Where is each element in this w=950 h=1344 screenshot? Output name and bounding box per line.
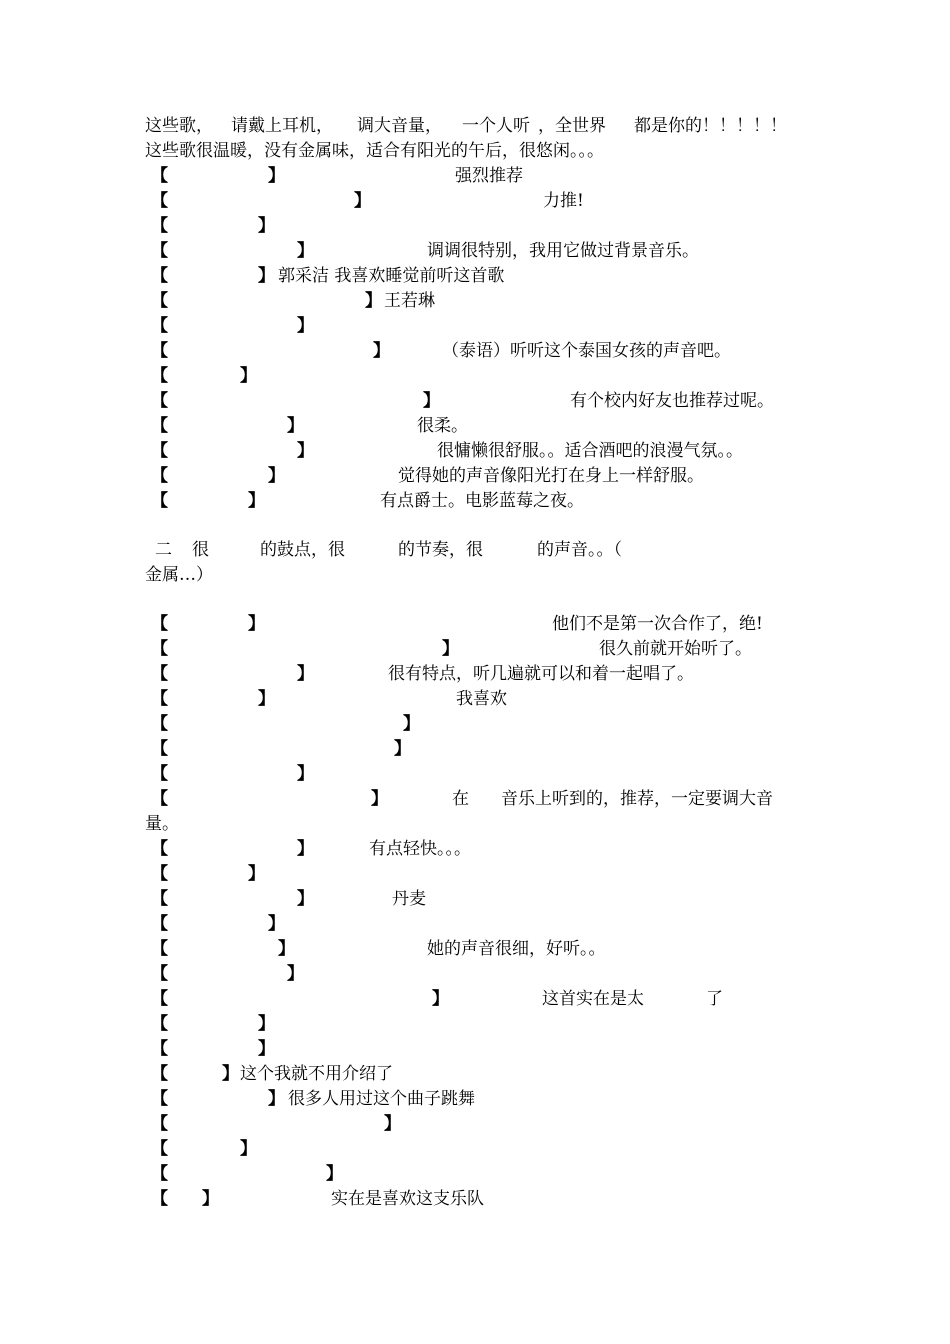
- bracket-close: 】: [297, 316, 314, 336]
- intro-text: 这些歌，: [145, 116, 213, 136]
- item-comment: 这首实在是太: [542, 989, 644, 1009]
- list-item: [0, 489, 950, 514]
- bracket-close: 】: [268, 466, 285, 486]
- bracket-close: 】: [248, 864, 265, 884]
- intro-text: 调大音量，: [357, 116, 442, 136]
- intro-text: 请戴上耳机，: [231, 116, 333, 136]
- bracket-close: 】: [268, 166, 285, 186]
- item-comment: 了: [706, 989, 723, 1009]
- bracket-close: 】: [297, 241, 314, 261]
- bracket-open: 【: [151, 1039, 168, 1059]
- bracket-open: 【: [151, 1139, 168, 1159]
- item-comment: 力推!: [543, 191, 584, 211]
- bracket-close: 】: [423, 391, 440, 411]
- list-item-continued: [0, 812, 950, 837]
- list-item: [0, 787, 950, 812]
- bracket-close: 】: [258, 266, 275, 286]
- intro-line-1: [0, 114, 950, 139]
- bracket-open: 【: [151, 216, 168, 236]
- item-comment: 有点爵士。电影蓝莓之夜。: [380, 491, 584, 511]
- item-comment: 很多人用过这个曲子跳舞: [288, 1089, 475, 1109]
- list-item: [0, 1112, 950, 1137]
- bracket-close: 】: [287, 416, 304, 436]
- bracket-close: 】: [258, 1039, 275, 1059]
- item-comment: 我喜欢: [456, 689, 507, 709]
- bracket-close: 】: [297, 889, 314, 909]
- bracket-close: 】: [268, 914, 285, 934]
- list-item: [0, 637, 950, 662]
- bracket-open: 【: [151, 964, 168, 984]
- bracket-close: 】: [240, 1139, 257, 1159]
- bracket-open: 【: [151, 1164, 168, 1184]
- item-comment: 她的声音很细，好听。。: [427, 939, 606, 959]
- bracket-open: 【: [151, 466, 168, 486]
- list-item: [0, 962, 950, 987]
- bracket-close: 】: [384, 1114, 401, 1134]
- section-heading: [0, 538, 950, 563]
- bracket-open: 【: [151, 714, 168, 734]
- bracket-open: 【: [151, 266, 168, 286]
- item-comment: 有点轻快。。。: [369, 839, 471, 859]
- list-item: [0, 887, 950, 912]
- item-comment: 强烈推荐: [455, 166, 523, 186]
- intro-text: 一个人听: [462, 116, 530, 136]
- item-comment: 王若琳: [384, 291, 435, 311]
- list-item: [0, 239, 950, 264]
- bracket-close: 】: [297, 664, 314, 684]
- heading-text: 二: [155, 540, 172, 560]
- bracket-close: 】: [371, 789, 388, 809]
- bracket-open: 【: [151, 1064, 168, 1084]
- item-comment: 很慵懒很舒服。。适合酒吧的浪漫气氛。。: [437, 441, 743, 461]
- item-comment: 郭采洁 我喜欢睡觉前听这首歌: [278, 266, 505, 286]
- heading-text: 很: [192, 540, 209, 560]
- list-item: [0, 737, 950, 762]
- bracket-open: 【: [151, 689, 168, 709]
- bracket-open: 【: [151, 166, 168, 186]
- item-comment: 很有特点，听几遍就可以和着一起唱了。: [388, 664, 694, 684]
- list-item: [0, 837, 950, 862]
- item-comment: 音乐上听到的，推荐，一定要调大音: [501, 789, 773, 809]
- heading-text: 的节奏，很: [398, 540, 483, 560]
- list-item: [0, 1037, 950, 1062]
- bracket-close: 】: [258, 1014, 275, 1034]
- item-comment: 在: [452, 789, 469, 809]
- bracket-close: 】: [202, 1189, 219, 1209]
- list-item: [0, 1012, 950, 1037]
- list-item: [0, 1137, 950, 1162]
- bracket-open: 【: [151, 191, 168, 211]
- bracket-open: 【: [151, 789, 168, 809]
- bracket-close: 】: [240, 366, 257, 386]
- bracket-open: 【: [151, 989, 168, 1009]
- list-item: [0, 314, 950, 339]
- bracket-close: 】: [442, 639, 459, 659]
- heading-text: 金属…）: [145, 565, 213, 585]
- list-item: [0, 364, 950, 389]
- list-item: [0, 464, 950, 489]
- intro-text: ，全世界: [538, 116, 606, 136]
- bracket-open: 【: [151, 664, 168, 684]
- heading-text: 的鼓点，很: [260, 540, 345, 560]
- list-item: [0, 189, 950, 214]
- list-item: [0, 439, 950, 464]
- list-item: [0, 414, 950, 439]
- item-comment: 很柔。: [417, 416, 468, 436]
- list-item: [0, 987, 950, 1012]
- item-comment: 量。: [145, 814, 179, 834]
- list-item: [0, 662, 950, 687]
- bracket-open: 【: [151, 614, 168, 634]
- bracket-open: 【: [151, 764, 168, 784]
- list-item: [0, 389, 950, 414]
- bracket-open: 【: [151, 739, 168, 759]
- bracket-close: 】: [248, 614, 265, 634]
- bracket-close: 】: [268, 1089, 285, 1109]
- intro-text: 这些歌很温暖，没有金属味，适合有阳光的午后，很悠闲。。。: [145, 141, 604, 161]
- bracket-open: 【: [151, 291, 168, 311]
- bracket-open: 【: [151, 366, 168, 386]
- list-item: [0, 214, 950, 239]
- list-item: [0, 912, 950, 937]
- item-comment: 实在是喜欢这支乐队: [331, 1189, 484, 1209]
- list-item: [0, 687, 950, 712]
- bracket-open: 【: [151, 914, 168, 934]
- bracket-close: 】: [326, 1164, 343, 1184]
- section-heading-continued: [0, 563, 950, 588]
- bracket-close: 】: [278, 939, 295, 959]
- bracket-close: 】: [373, 341, 390, 361]
- list-item: [0, 164, 950, 189]
- item-comment: 有个校内好友也推荐过呢。: [570, 391, 774, 411]
- bracket-close: 】: [222, 1064, 239, 1084]
- bracket-close: 】: [403, 714, 420, 734]
- list-item: [0, 264, 950, 289]
- bracket-close: 】: [365, 291, 382, 311]
- list-item: [0, 1162, 950, 1187]
- item-comment: （泰语）听听这个泰国女孩的声音吧。: [442, 341, 731, 361]
- intro-text: 都是你的！！！！！: [634, 116, 787, 136]
- bracket-open: 【: [151, 1114, 168, 1134]
- bracket-open: 【: [151, 889, 168, 909]
- bracket-open: 【: [151, 441, 168, 461]
- list-item: [0, 1062, 950, 1087]
- bracket-open: 【: [151, 491, 168, 511]
- bracket-close: 】: [297, 441, 314, 461]
- bracket-open: 【: [151, 639, 168, 659]
- bracket-open: 【: [151, 864, 168, 884]
- bracket-open: 【: [151, 316, 168, 336]
- bracket-close: 】: [297, 764, 314, 784]
- list-item: [0, 862, 950, 887]
- bracket-open: 【: [151, 391, 168, 411]
- item-comment: 这个我就不用介绍了: [240, 1064, 393, 1084]
- bracket-close: 】: [432, 989, 449, 1009]
- list-item: [0, 762, 950, 787]
- list-item: [0, 1087, 950, 1112]
- bracket-open: 【: [151, 839, 168, 859]
- item-comment: 丹麦: [392, 889, 426, 909]
- item-comment: 觉得她的声音像阳光打在身上一样舒服。: [398, 466, 704, 486]
- bracket-open: 【: [151, 1189, 168, 1209]
- bracket-open: 【: [151, 939, 168, 959]
- bracket-close: 】: [297, 839, 314, 859]
- bracket-open: 【: [151, 1014, 168, 1034]
- list-item: [0, 1187, 950, 1212]
- bracket-close: 】: [248, 491, 265, 511]
- list-item: [0, 612, 950, 637]
- bracket-close: 】: [287, 964, 304, 984]
- heading-text: 的声音。。（: [537, 540, 622, 560]
- item-comment: 调调很特别，我用它做过背景音乐。: [427, 241, 699, 261]
- bracket-open: 【: [151, 241, 168, 261]
- bracket-open: 【: [151, 416, 168, 436]
- list-item: [0, 937, 950, 962]
- bracket-close: 】: [354, 191, 371, 211]
- list-item: [0, 289, 950, 314]
- item-comment: 很久前就开始听了。: [599, 639, 752, 659]
- list-item: [0, 339, 950, 364]
- bracket-close: 】: [258, 216, 275, 236]
- bracket-close: 】: [394, 739, 411, 759]
- bracket-close: 】: [258, 689, 275, 709]
- bracket-open: 【: [151, 1089, 168, 1109]
- item-comment: 他们不是第一次合作了，绝!: [552, 614, 763, 634]
- bracket-open: 【: [151, 341, 168, 361]
- list-item: [0, 712, 950, 737]
- intro-line-2: [0, 139, 950, 164]
